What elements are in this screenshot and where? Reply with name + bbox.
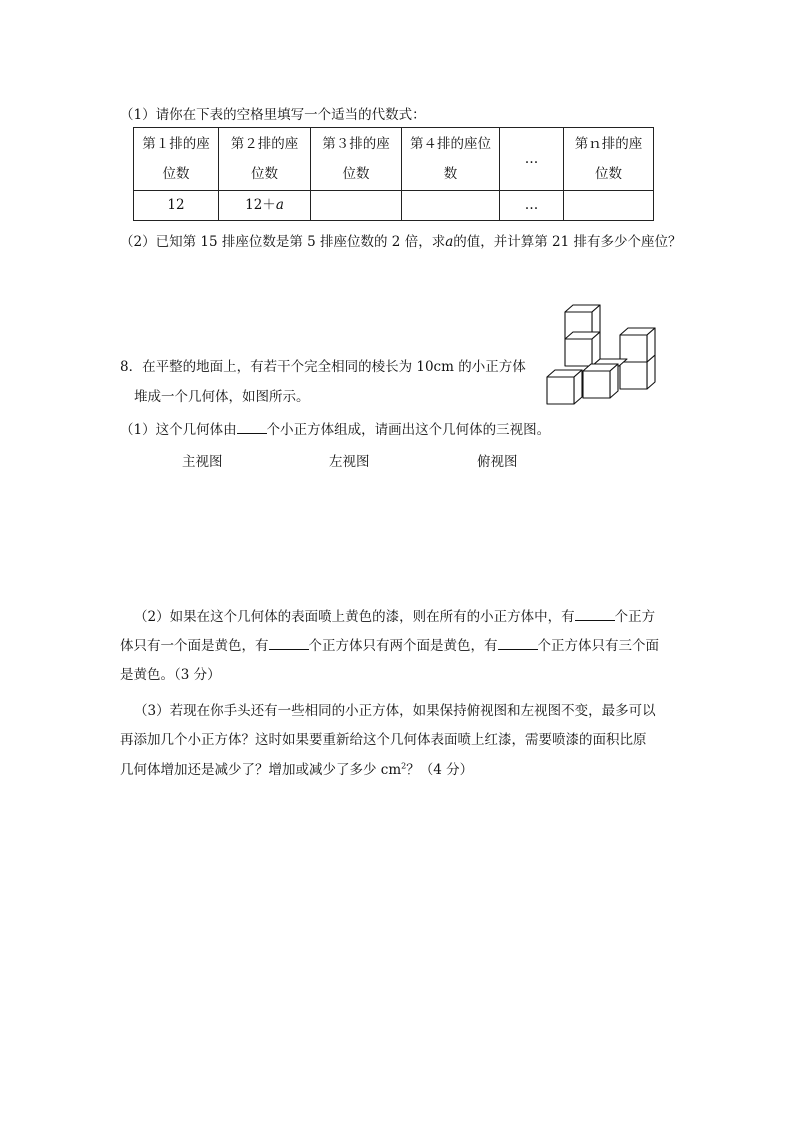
header-row-n: 第ｎ排的座 位数 xyxy=(564,128,654,191)
cell-row4-blank[interactable] xyxy=(402,191,500,221)
q8-part3-line3: 几何体增加还是减少了？增加或减少了多少 $cm^2$？（4 分） xyxy=(120,761,474,778)
header-ellipsis: … xyxy=(500,128,564,191)
label-top-view: 俯视图 xyxy=(477,454,518,470)
cell-row-n-blank[interactable] xyxy=(564,191,654,221)
cell-row2: 12＋a xyxy=(219,191,311,221)
header-row4: 第４排的座位 数 xyxy=(402,128,500,191)
seat-table xyxy=(133,127,654,221)
cube-stack-figure xyxy=(545,302,657,408)
cell-row3-blank[interactable] xyxy=(311,191,402,221)
header-row3: 第３排的座 位数 xyxy=(311,128,402,191)
q8-part2-line2: 体只有一个面是黄色，有 个正方体只有两个面是黄色，有 个正方体只有三个面 xyxy=(120,634,659,654)
header-row1: 第１排的座 位数 xyxy=(134,128,219,191)
q8-part2-line3: 是黄色。（3 分） xyxy=(120,667,221,683)
label-left-view: 左视图 xyxy=(329,454,370,470)
answer-blank-one-face[interactable] xyxy=(575,606,615,621)
cell-ellipsis: … xyxy=(500,191,564,221)
label-front-view: 主视图 xyxy=(182,454,223,470)
answer-blank-three-faces[interactable] xyxy=(498,635,538,650)
table-value-row xyxy=(134,191,654,221)
q8-line1: 8．在平整的地面上，有若干个完全相同的棱长为 10cm 的小正方体 xyxy=(120,359,526,375)
cell-row1: 12 xyxy=(134,191,219,221)
q8-part2-line1: （2）如果在这个几何体的表面喷上黄色的漆，则在所有的小正方体中，有 个正方 xyxy=(134,605,655,625)
answer-blank-count[interactable] xyxy=(237,419,267,434)
answer-blank-two-faces[interactable] xyxy=(269,635,309,650)
q7-part2: （2）已知第 15 排座位数是第 5 排座位数的 2 倍，求a的值，并计算第 21 排有多少个座位？ xyxy=(120,234,682,250)
q7-part1: （1）请你在下表的空格里填写一个适当的代数式： xyxy=(120,107,426,123)
header-row2: 第２排的座 位数 xyxy=(219,128,311,191)
table-header-row xyxy=(134,128,654,191)
q8-line2: 堆成一个几何体，如图所示。 xyxy=(134,389,310,405)
q8-part1: （1）这个几何体由 个小正方体组成，请画出这个几何体的三视图。 xyxy=(120,418,550,438)
q8-part3-line2: 再添加几个小正方体？这时如果要重新给这个几何体表面喷上红漆，需要喷漆的面积比原 xyxy=(120,732,647,748)
q8-part3-line1: （3）若现在你手头还有一些相同的小正方体，如果保持俯视图和左视图不变，最多可以 xyxy=(134,703,656,719)
